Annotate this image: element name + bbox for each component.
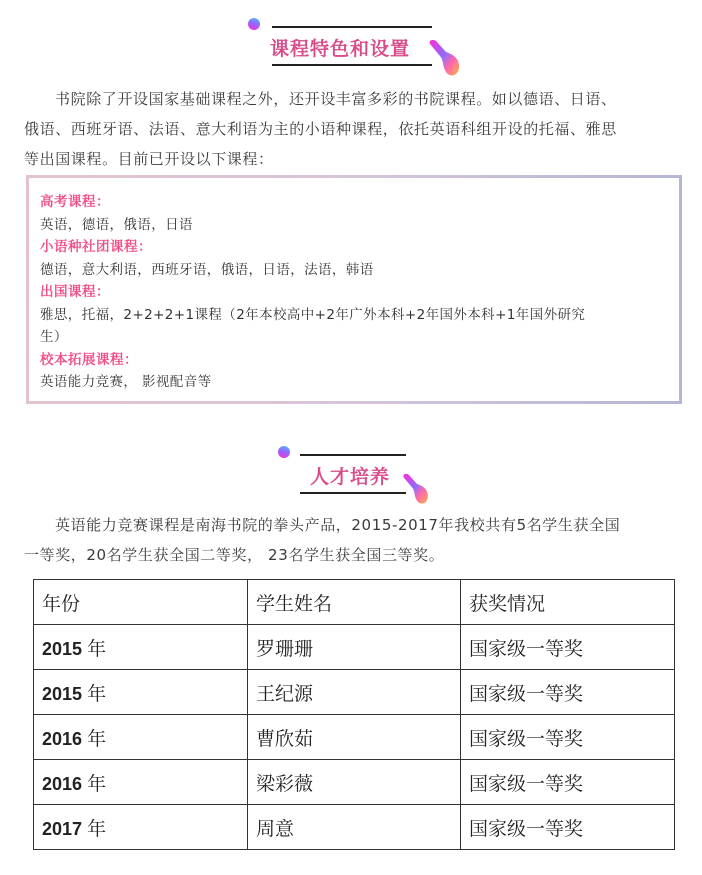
- course-heading: 校本拓展课程：: [40, 351, 138, 368]
- year-suffix: 年: [87, 638, 107, 660]
- talent-intro-paragraph: [24, 510, 694, 570]
- cell-name: 曹欣茹: [248, 715, 461, 760]
- cell-name: 梁彩薇: [248, 760, 461, 805]
- table-row: [34, 670, 675, 715]
- gradient-drop-icon: [428, 38, 464, 78]
- course-heading: 出国课程：: [40, 284, 110, 300]
- title-bottom-rule: [300, 492, 406, 494]
- year-value: 2015: [42, 683, 83, 704]
- course-list-box: [26, 175, 682, 404]
- year-value: 2016: [42, 728, 83, 749]
- year-suffix: 年: [87, 683, 107, 705]
- gradient-dot-icon: [248, 18, 260, 30]
- cell-name: 王纪源: [248, 670, 461, 715]
- section-title-courses: [248, 14, 468, 80]
- table-row: [34, 805, 675, 850]
- header-award: 获奖情况: [461, 580, 675, 625]
- section-title-text: 课程特色和设置: [269, 38, 410, 60]
- intro-line: 英语能力竞赛课程是南海书院的拳头产品，2015-2017年我校共有5名学生获全国: [55, 516, 621, 534]
- intro-line: 一等奖，20名学生获全国二等奖， 23名学生获全国三等奖。: [24, 546, 445, 564]
- course-heading: 高考课程：: [40, 194, 110, 210]
- table-row: [34, 760, 675, 805]
- course-group-school-based: [40, 349, 669, 394]
- intro-line: 等出国课程。目前已开设以下课程：: [24, 150, 274, 168]
- year-value: 2017: [42, 818, 83, 839]
- title-top-rule: [300, 454, 406, 456]
- cell-year: [34, 760, 248, 805]
- courses-intro-paragraph: [24, 84, 694, 174]
- course-content: 生）: [40, 329, 68, 345]
- course-group-minor-languages: [40, 236, 669, 281]
- table-row: [34, 715, 675, 760]
- year-value: 2015: [42, 638, 83, 659]
- cell-award: 国家级一等奖: [461, 760, 675, 805]
- course-content: 英语能力竞赛， 影视配音等: [40, 374, 212, 390]
- cell-name: 罗珊珊: [248, 625, 461, 670]
- cell-year: [34, 715, 248, 760]
- year-suffix: 年: [87, 773, 107, 795]
- cell-year: [34, 670, 248, 715]
- intro-line: 俄语、西班牙语、法语、意大利语为主的小语种课程，依托英语科组开设的托福、雅思: [24, 120, 617, 138]
- gradient-drop-icon: [402, 472, 432, 506]
- gradient-dot-icon: [278, 446, 290, 458]
- table-row: [34, 625, 675, 670]
- year-value: 2016: [42, 773, 83, 794]
- course-heading: 小语种社团课程：: [40, 239, 152, 255]
- course-content: 德语，意大利语，西班牙语，俄语，日语，法语，韩语: [40, 261, 374, 278]
- section-title-text: 人才培养: [309, 466, 390, 488]
- header-name: 学生姓名: [248, 580, 461, 625]
- section-title-talent: [278, 442, 438, 504]
- year-suffix: 年: [87, 728, 107, 750]
- title-top-rule: [272, 26, 432, 28]
- header-year: 年份: [34, 580, 248, 625]
- cell-award: 国家级一等奖: [461, 805, 675, 850]
- course-content: 英语，德语，俄语，日语: [40, 216, 193, 233]
- cell-award: 国家级一等奖: [461, 625, 675, 670]
- intro-line: 书院除了开设国家基础课程之外，还开设丰富多彩的书院课程。如以德语、日语、: [55, 90, 617, 108]
- table-header-row: [34, 580, 675, 625]
- awards-table: [33, 579, 675, 850]
- course-group-study-abroad: [40, 281, 669, 349]
- title-bottom-rule: [272, 64, 432, 66]
- course-group-gaokao: [40, 191, 669, 236]
- cell-year: [34, 805, 248, 850]
- cell-year: [34, 625, 248, 670]
- course-content: 雅思，托福，2+2+2+1课程（2年本校高中+2年广外本科+2年国外本科+1年国外研究: [40, 306, 586, 323]
- cell-award: 国家级一等奖: [461, 670, 675, 715]
- year-suffix: 年: [87, 818, 107, 840]
- cell-award: 国家级一等奖: [461, 715, 675, 760]
- cell-name: 周意: [248, 805, 461, 850]
